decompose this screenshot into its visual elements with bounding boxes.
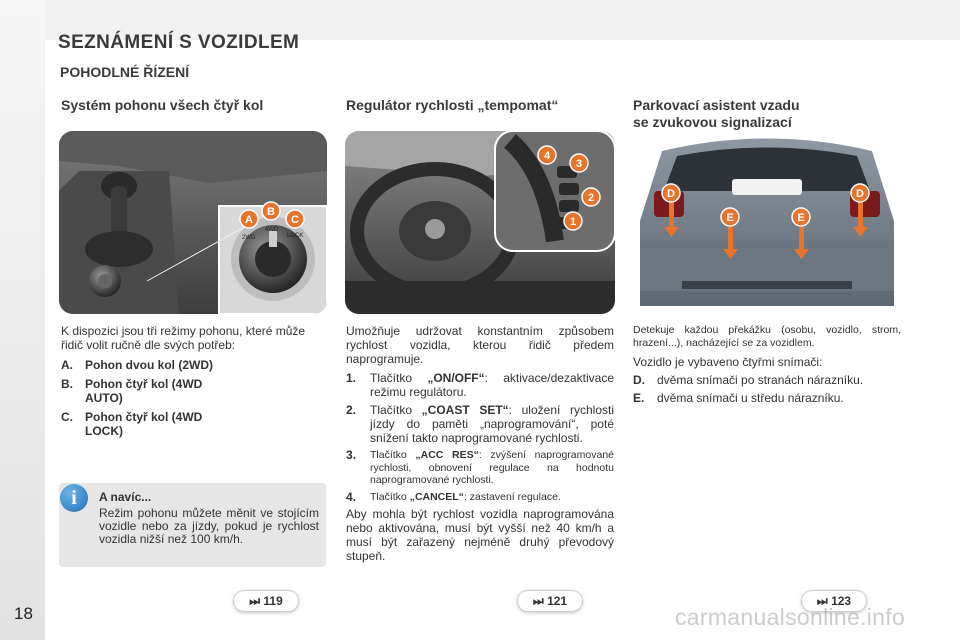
knob-label-4wd: 4WD — [265, 227, 279, 233]
col3-title — [633, 97, 800, 131]
col2-item-3: 3. Tlačítko „ACC RES“: zvýšení naprogramované rychlosti, obnovení regulace na hodnotu naprogramované rychlosti. — [346, 448, 614, 486]
badge-1 — [564, 212, 582, 230]
badge-d-right — [851, 184, 869, 202]
left-margin-strip — [0, 0, 45, 640]
col1-intro: K dispozici jsou tři režimy pohonu, které může řidič volit ručně dle svých potřeb: — [61, 324, 306, 352]
col3-item-d: D. dvěma snímači po stranách nárazníku. — [633, 373, 864, 387]
knob-label-lock: LOCK — [287, 233, 304, 239]
col3-item-e: E. dvěma snímači u středu nárazníku. — [633, 391, 844, 405]
svg-text:B: B — [267, 206, 275, 218]
parking-sensors-illustration — [632, 131, 902, 314]
col1-item-c: C. Pohon čtyř kol (4WD LOCK) — [61, 410, 203, 438]
knob-label-2wd: 2WD — [242, 235, 256, 241]
col1-title: Systém pohonu všech čtyř kol — [61, 97, 264, 113]
page-ref-121[interactable]: ⏭ 121 — [518, 591, 582, 611]
col2-outro: Aby mohla být rychlost vozidla naprogramována nebo aktivována, musí být vyšší než 40 km/h a musí být zařazený nejméně druhý převodový stupeň. — [346, 507, 614, 563]
page-ref-123[interactable]: ⏭ 123 — [802, 591, 866, 611]
col3-line: Vozidlo je vybaveno čtyřmi snímači: — [633, 355, 823, 369]
info-text: Režim pohonu můžete měnit ve stojícím vozidle nebo za jízdy, pokud je rychlost vozidla nižší než 100 km/h. — [99, 506, 319, 546]
svg-text:A: A — [245, 214, 253, 226]
col2-item-4: 4. Tlačítko „CANCEL“: zastavení regulace. — [346, 489, 561, 504]
badge-3 — [570, 154, 588, 172]
figure-cruise-control — [345, 131, 615, 314]
info-icon: i — [60, 484, 88, 512]
col3-intro: Detekuje každou překážku (osobu, vozidlo, strom, hrazení...), nacházející se za vozidlem. — [633, 324, 901, 349]
4wd-selector-illustration — [59, 131, 327, 314]
svg-text:3: 3 — [575, 158, 583, 170]
section-title: POHODLNÉ ŘÍZENÍ — [60, 64, 190, 80]
col2-item-1: 1. Tlačítko „ON/OFF“: aktivace/dezaktivace režimu regulátoru. — [346, 371, 614, 399]
svg-text:D: D — [856, 188, 864, 200]
svg-text:4: 4 — [543, 150, 551, 162]
svg-text:2: 2 — [587, 192, 595, 204]
col3-title-line1: Parkovací asistent vzadu — [633, 97, 800, 113]
svg-text:C: C — [291, 214, 299, 226]
svg-text:D: D — [667, 188, 675, 200]
col3-body — [633, 324, 901, 409]
col2-item-2: 2. Tlačítko „COAST SET“: uložení rychlosti jízdy do paměti „naprogramování“, poté snížení takto naprogramované rychlosti. — [346, 403, 614, 445]
skip-forward-icon: ⏭ — [532, 594, 544, 608]
badge-e-right — [792, 208, 810, 226]
info-title: A navíc... — [99, 490, 152, 504]
col1-item-a: A. Pohon dvou kol (2WD) — [61, 358, 213, 372]
col2-title: Regulátor rychlosti „tempomat“ — [346, 97, 559, 113]
watermark: carmanualsonline.info — [675, 604, 906, 630]
badge-4 — [538, 146, 556, 164]
figure-4wd-selector — [59, 131, 327, 314]
badge-a — [240, 210, 258, 228]
col1-body — [61, 324, 327, 442]
svg-text:E: E — [797, 212, 805, 224]
figure-parking-sensors — [632, 131, 902, 314]
skip-forward-icon: ⏭ — [816, 594, 828, 608]
col2-intro: Umožňuje udržovat konstantním způsobem rychlost vozidla, kterou řidič předem naprogramuje. — [346, 324, 614, 366]
badge-2 — [582, 188, 600, 206]
cruise-control-illustration — [345, 131, 615, 314]
skip-forward-icon: ⏭ — [249, 594, 261, 608]
badge-e-left — [721, 208, 739, 226]
svg-text:E: E — [726, 212, 734, 224]
badge-b — [262, 202, 280, 220]
page-title: SEZNÁMENÍ S VOZIDLEM — [58, 32, 300, 53]
badge-d-left — [662, 184, 680, 202]
col3-title-line2: se zvukovou signalizací — [633, 114, 792, 130]
page-number: 18 — [14, 604, 33, 623]
col2-body — [346, 324, 614, 566]
badge-c — [286, 210, 304, 228]
page-ref-119[interactable]: ⏭ 119 — [234, 591, 298, 611]
svg-text:1: 1 — [569, 216, 577, 228]
col1-item-b: B. Pohon čtyř kol (4WD AUTO) — [61, 377, 203, 405]
